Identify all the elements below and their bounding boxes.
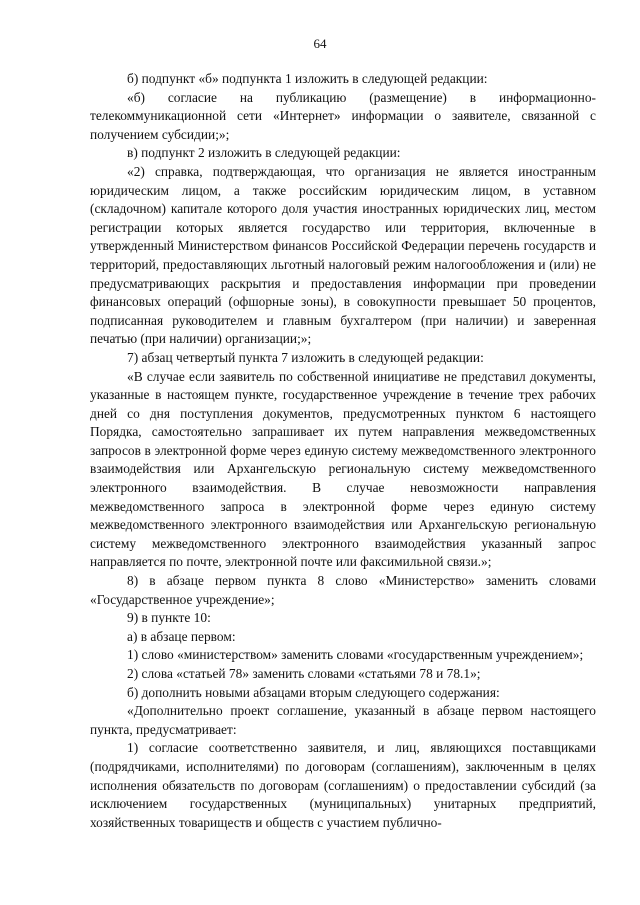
paragraph-item-9: 9) в пункте 10: bbox=[127, 610, 211, 626]
paragraph-subpoint-b-text: «б) согласие на публикацию (размещение) в информационно-телекоммуникационной сети «Интернет» информации о заявителе, связанной с получением субсидии;»; bbox=[90, 89, 596, 142]
paragraph-item-8: 8) в абзаце первом пункта 8 слово «Министерство» заменить словами «Государственное учреждение»; bbox=[90, 573, 596, 607]
paragraph-item-9-a: а) в абзаце первом: bbox=[127, 628, 236, 644]
paragraph-subpoint-v-heading: в) подпункт 2 изложить в следующей редакции: bbox=[127, 145, 401, 161]
paragraph-agreement-intro: «Дополнительно проект соглашение, указанный в абзаце первом настоящего пункта, предусматривает: bbox=[90, 703, 596, 737]
paragraph-certificate-text: «2) справка, подтверждающая, что организация не является иностранным юридическим лицом, а также российским юридическим лицом, в уставном (складочном) капитале которого доля участия иностранных юридических лиц, местом регистрации которых является государство или территория, включенные в утвержденный Министерством финансов Российской Федерации перечень государств и территорий, предоставляющих льготный налоговый режим налогообложения и (или) не предусматривающих раскрытия и предоставления информации при проведении финансовых операций (офшорные зоны), в совокупности превышает 50 процентов, подписанная руководителем и главным бухгалтером (при наличии) и заверенная печатью (при наличии) организации;»; bbox=[90, 163, 596, 347]
paragraph-item-9-a-1: 1) слово «министерством» заменить словами «государственным учреждением»; bbox=[127, 647, 584, 663]
page-number: 64 bbox=[313, 36, 327, 51]
paragraph-item-9-a-2: 2) слова «статьей 78» заменить словами «статьями 78 и 78.1»; bbox=[127, 666, 481, 681]
document-body bbox=[90, 70, 596, 832]
paragraph-item-7: 7) абзац четвертый пункта 7 изложить в следующей редакции: bbox=[127, 349, 484, 365]
paragraph-item-9-b: б) дополнить новыми абзацами вторым следующего содержания: bbox=[127, 684, 500, 700]
paragraph-agreement-consent: 1) согласие соответственно заявителя, и лиц, являющихся поставщиками (подрядчиками, исполнителями) по договорам (соглашениям), заключенным в целях исполнения обязательств по договорам (соглашениям) о предоставлении субсидий (за исключением государственных (муниципальных) унитарных предприятий, хозяйственных товариществ и обществ с участием публично- bbox=[90, 740, 596, 830]
paragraph-item-7-text: «В случае если заявитель по собственной инициативе не представил документы, указанные в настоящем пункте, государственное учреждение в течение трех рабочих дней со дня поступления документов, предусмотренных пунктом 6 настоящего Порядка, самостоятельно запрашивает их путем направления межведомственных запросов в электронной форме через единую систему межведомственного электронного взаимодействия или Архангельскую региональную систему межведомственного электронного взаимодействия. В случае невозможности направления межведомственного запроса в электронной форме через единую систему межведомственного электронного взаимодействия или Архангельскую региональную систему межведомственного электронного взаимодействия указанный запрос направляется по почте, электронной почте или факсимильной связи.»; bbox=[90, 368, 596, 570]
paragraph-subpoint-b-heading: б) подпункт «б» подпункта 1 изложить в следующей редакции: bbox=[127, 71, 488, 86]
